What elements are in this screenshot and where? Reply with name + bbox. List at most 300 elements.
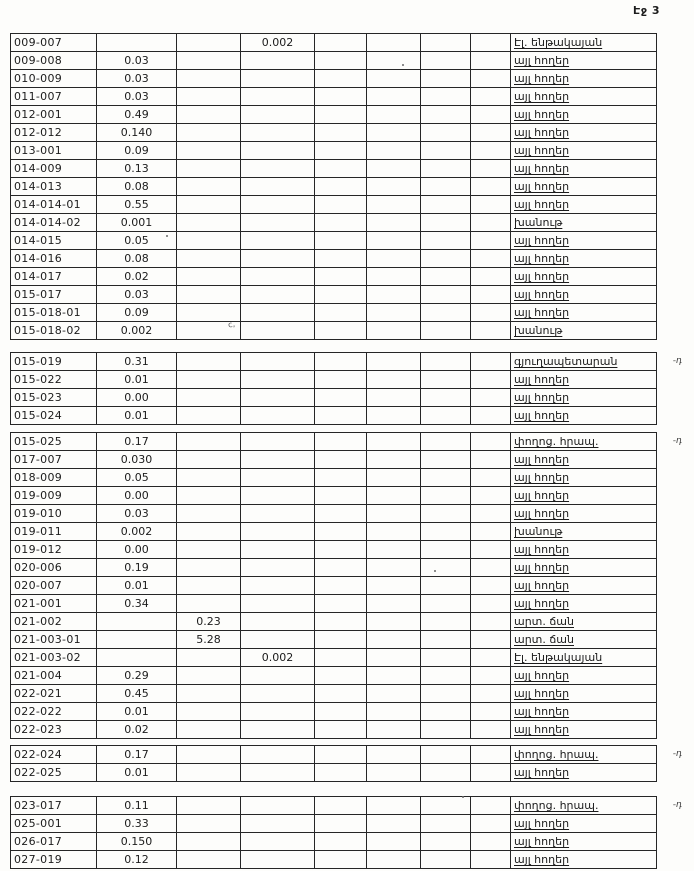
area-value-cell bbox=[421, 106, 471, 124]
area-value-cell bbox=[471, 70, 511, 88]
area-value-cell bbox=[421, 746, 471, 764]
area-value-cell bbox=[97, 34, 177, 52]
area-value-cell bbox=[421, 685, 471, 703]
area-value-cell bbox=[241, 559, 315, 577]
land-use-label: այլ հողեր bbox=[514, 90, 570, 103]
marginal-note: -դ bbox=[672, 356, 682, 366]
area-value-cell bbox=[177, 505, 241, 523]
land-use-cell bbox=[511, 746, 682, 764]
area-value-cell bbox=[421, 371, 471, 389]
area-value-cell bbox=[177, 88, 241, 106]
area-value-cell bbox=[315, 304, 367, 322]
land-use-cell bbox=[511, 232, 657, 250]
land-use-cell bbox=[511, 613, 657, 631]
land-use-label: փողոց. հրապ. bbox=[514, 799, 599, 812]
land-use-cell bbox=[511, 353, 682, 371]
land-use-cell bbox=[511, 34, 657, 52]
area-value-cell bbox=[315, 322, 367, 340]
area-value-cell bbox=[421, 353, 471, 371]
area-value-cell bbox=[421, 451, 471, 469]
land-use-label: այլ հողեր bbox=[514, 373, 570, 386]
area-value-cell bbox=[177, 250, 241, 268]
area-value-cell bbox=[367, 746, 421, 764]
area-value-cell: 0.12 bbox=[97, 851, 177, 869]
land-use-cell bbox=[511, 649, 657, 667]
parcel-code-cell: 014-009 bbox=[11, 160, 97, 178]
table-row bbox=[11, 764, 657, 782]
area-value-cell bbox=[315, 851, 367, 869]
area-value-cell bbox=[367, 124, 421, 142]
area-value-cell bbox=[471, 703, 511, 721]
area-value-cell bbox=[471, 721, 511, 739]
area-value-cell bbox=[471, 304, 511, 322]
area-value-cell bbox=[421, 142, 471, 160]
area-value-cell bbox=[471, 451, 511, 469]
table-row bbox=[11, 451, 657, 469]
parcel-code-cell: 019-010 bbox=[11, 505, 97, 523]
area-value-cell bbox=[367, 106, 421, 124]
land-use-cell bbox=[511, 559, 657, 577]
area-value-cell bbox=[471, 88, 511, 106]
area-value-cell bbox=[177, 487, 241, 505]
area-value-cell bbox=[177, 178, 241, 196]
parcel-code-cell: 014-017 bbox=[11, 268, 97, 286]
table-row bbox=[11, 595, 657, 613]
area-value-cell bbox=[471, 797, 511, 815]
area-value-cell: 0.11 bbox=[97, 797, 177, 815]
area-value-cell: 0.01 bbox=[97, 407, 177, 425]
land-use-label: այլ հողեր bbox=[514, 180, 570, 193]
area-value-cell bbox=[315, 523, 367, 541]
area-value-cell bbox=[471, 160, 511, 178]
area-value-cell bbox=[421, 304, 471, 322]
parcel-code-cell: 015-018-01 bbox=[11, 304, 97, 322]
area-value-cell bbox=[177, 851, 241, 869]
land-use-label: այլ հողեր bbox=[514, 126, 570, 139]
land-use-cell bbox=[511, 797, 682, 815]
area-value-cell bbox=[315, 685, 367, 703]
area-value-cell bbox=[241, 631, 315, 649]
land-use-label: փողոց. հրապ. bbox=[514, 748, 599, 761]
area-value-cell bbox=[421, 487, 471, 505]
area-value-cell bbox=[241, 523, 315, 541]
land-use-cell bbox=[511, 667, 657, 685]
area-value-cell bbox=[315, 721, 367, 739]
scan-artifact bbox=[434, 570, 436, 572]
area-value-cell bbox=[177, 685, 241, 703]
area-value-cell bbox=[471, 649, 511, 667]
area-value-cell: 0.13 bbox=[97, 160, 177, 178]
marginal-note: -դ bbox=[672, 800, 682, 810]
area-value-cell bbox=[97, 649, 177, 667]
area-value-cell bbox=[241, 106, 315, 124]
table-row bbox=[11, 433, 657, 451]
scanned-table-document bbox=[10, 33, 682, 869]
area-value-cell bbox=[315, 815, 367, 833]
land-use-label: այլ հողեր bbox=[514, 391, 570, 404]
area-value-cell: 0.31 bbox=[97, 353, 177, 371]
land-use-cell bbox=[511, 214, 657, 232]
area-value-cell bbox=[421, 613, 471, 631]
table-row bbox=[11, 232, 657, 250]
area-value-cell bbox=[315, 505, 367, 523]
land-use-label: այլ հողեր bbox=[514, 198, 570, 211]
parcel-code-cell: 021-002 bbox=[11, 613, 97, 631]
parcel-code-cell: 015-018-02 bbox=[11, 322, 97, 340]
parcel-code-cell: 010-009 bbox=[11, 70, 97, 88]
land-use-cell bbox=[511, 407, 657, 425]
land-use-cell bbox=[511, 451, 657, 469]
area-value-cell bbox=[315, 746, 367, 764]
area-value-cell bbox=[421, 407, 471, 425]
land-use-cell bbox=[511, 721, 657, 739]
table-row bbox=[11, 703, 657, 721]
area-value-cell bbox=[177, 371, 241, 389]
area-value-cell bbox=[241, 595, 315, 613]
parcel-code-cell: 014-015 bbox=[11, 232, 97, 250]
land-use-cell bbox=[511, 577, 657, 595]
area-value-cell: 0.150 bbox=[97, 833, 177, 851]
table-row bbox=[11, 322, 657, 340]
table-row bbox=[11, 52, 657, 70]
area-value-cell bbox=[421, 797, 471, 815]
land-use-cell bbox=[511, 389, 657, 407]
land-use-label: այլ հողեր bbox=[514, 561, 570, 574]
land-use-cell bbox=[511, 371, 657, 389]
land-use-cell bbox=[511, 322, 657, 340]
group-gap bbox=[10, 340, 670, 352]
area-value-cell bbox=[241, 250, 315, 268]
area-value-cell bbox=[241, 304, 315, 322]
area-value-cell bbox=[315, 142, 367, 160]
table-row bbox=[11, 142, 657, 160]
area-value-cell bbox=[471, 746, 511, 764]
parcel-code-cell: 022-022 bbox=[11, 703, 97, 721]
area-value-cell bbox=[421, 88, 471, 106]
land-use-cell bbox=[511, 52, 657, 70]
land-use-label: այլ հողեր bbox=[514, 471, 570, 484]
table-row bbox=[11, 268, 657, 286]
area-value-cell bbox=[421, 389, 471, 407]
land-use-cell bbox=[511, 487, 657, 505]
group-gap bbox=[10, 782, 670, 796]
land-use-cell bbox=[511, 433, 682, 451]
area-value-cell bbox=[241, 764, 315, 782]
area-value-cell: 0.00 bbox=[97, 389, 177, 407]
data-table-segment bbox=[10, 352, 682, 425]
area-value-cell bbox=[471, 34, 511, 52]
land-use-label: այլ հողեր bbox=[514, 817, 570, 830]
area-value-cell bbox=[367, 268, 421, 286]
area-value-cell bbox=[241, 407, 315, 425]
area-value-cell: 0.08 bbox=[97, 178, 177, 196]
area-value-cell bbox=[367, 451, 421, 469]
land-use-label: գյուղապետարան bbox=[514, 355, 618, 368]
area-value-cell bbox=[421, 764, 471, 782]
land-use-label: այլ հողեր bbox=[514, 579, 570, 592]
area-value-cell bbox=[421, 232, 471, 250]
land-use-cell bbox=[511, 505, 657, 523]
area-value-cell bbox=[315, 232, 367, 250]
area-value-cell bbox=[367, 142, 421, 160]
parcel-code-cell: 021-004 bbox=[11, 667, 97, 685]
area-value-cell bbox=[421, 505, 471, 523]
area-value-cell: 0.002 bbox=[97, 322, 177, 340]
parcel-code-cell: 022-021 bbox=[11, 685, 97, 703]
area-value-cell bbox=[241, 142, 315, 160]
area-value-cell bbox=[471, 851, 511, 869]
area-value-cell: 0.49 bbox=[97, 106, 177, 124]
area-value-cell: 0.55 bbox=[97, 196, 177, 214]
land-use-cell bbox=[511, 70, 657, 88]
land-use-label: խանութ bbox=[514, 525, 563, 538]
area-value-cell bbox=[367, 703, 421, 721]
area-value-cell bbox=[315, 34, 367, 52]
area-value-cell: 0.09 bbox=[97, 142, 177, 160]
land-use-label: փողոց. հրապ. bbox=[514, 435, 599, 448]
area-value-cell bbox=[421, 34, 471, 52]
parcel-code-cell: 021-003-01 bbox=[11, 631, 97, 649]
area-value-cell bbox=[97, 631, 177, 649]
area-value-cell bbox=[367, 286, 421, 304]
area-value-cell bbox=[471, 52, 511, 70]
area-value-cell bbox=[367, 88, 421, 106]
area-value-cell bbox=[241, 196, 315, 214]
land-use-label: այլ հողեր bbox=[514, 853, 570, 866]
area-value-cell bbox=[241, 487, 315, 505]
area-value-cell bbox=[367, 721, 421, 739]
table-row bbox=[11, 613, 657, 631]
land-use-cell bbox=[511, 469, 657, 487]
parcel-code-cell: 018-009 bbox=[11, 469, 97, 487]
area-value-cell bbox=[177, 541, 241, 559]
area-value-cell bbox=[315, 613, 367, 631]
land-use-label: Էլ. ենթակայան bbox=[514, 651, 603, 664]
land-use-label: այլ հողեր bbox=[514, 766, 570, 779]
area-value-cell bbox=[241, 541, 315, 559]
area-value-cell bbox=[421, 433, 471, 451]
area-value-cell bbox=[471, 469, 511, 487]
land-use-label: այլ հողեր bbox=[514, 669, 570, 682]
area-value-cell bbox=[421, 52, 471, 70]
area-value-cell bbox=[177, 667, 241, 685]
area-value-cell: 0.29 bbox=[97, 667, 177, 685]
table-row bbox=[11, 667, 657, 685]
area-value-cell bbox=[315, 160, 367, 178]
area-value-cell: 0.03 bbox=[97, 505, 177, 523]
page-number: Էջ 3 bbox=[633, 4, 660, 17]
area-value-cell bbox=[177, 451, 241, 469]
area-value-cell bbox=[471, 559, 511, 577]
area-value-cell bbox=[367, 232, 421, 250]
area-value-cell: 0.01 bbox=[97, 764, 177, 782]
table-row bbox=[11, 851, 657, 869]
table-row bbox=[11, 746, 657, 764]
area-value-cell bbox=[315, 541, 367, 559]
area-value-cell bbox=[471, 178, 511, 196]
area-value-cell bbox=[471, 764, 511, 782]
parcel-code-cell: 015-024 bbox=[11, 407, 97, 425]
land-use-label: խանութ bbox=[514, 324, 563, 337]
table-row bbox=[11, 124, 657, 142]
area-value-cell bbox=[177, 577, 241, 595]
land-use-label: այլ հողեր bbox=[514, 409, 570, 422]
area-value-cell: 0.00 bbox=[97, 541, 177, 559]
area-value-cell bbox=[367, 649, 421, 667]
area-value-cell bbox=[367, 851, 421, 869]
area-value-cell bbox=[315, 371, 367, 389]
parcel-code-cell: 014-016 bbox=[11, 250, 97, 268]
area-value-cell bbox=[367, 160, 421, 178]
area-value-cell: 0.002 bbox=[241, 34, 315, 52]
area-value-cell bbox=[471, 353, 511, 371]
area-value-cell bbox=[471, 833, 511, 851]
area-value-cell bbox=[177, 721, 241, 739]
area-value-cell bbox=[241, 451, 315, 469]
parcel-code-cell: 019-011 bbox=[11, 523, 97, 541]
area-value-cell bbox=[315, 70, 367, 88]
area-value-cell: 0.05 bbox=[97, 469, 177, 487]
table-row bbox=[11, 70, 657, 88]
parcel-code-cell: 015-017 bbox=[11, 286, 97, 304]
area-value-cell bbox=[367, 353, 421, 371]
area-value-cell: 0.02 bbox=[97, 268, 177, 286]
area-value-cell bbox=[471, 685, 511, 703]
land-use-label: այլ հողեր bbox=[514, 270, 570, 283]
area-value-cell bbox=[421, 833, 471, 851]
area-value-cell bbox=[315, 451, 367, 469]
land-use-label: Էլ. ենթակայան bbox=[514, 36, 603, 49]
area-value-cell bbox=[315, 559, 367, 577]
area-value-cell bbox=[177, 52, 241, 70]
area-value-cell bbox=[367, 523, 421, 541]
area-value-cell bbox=[315, 214, 367, 232]
area-value-cell bbox=[315, 286, 367, 304]
table-row bbox=[11, 815, 657, 833]
area-value-cell bbox=[471, 613, 511, 631]
area-value-cell: 0.02 bbox=[97, 721, 177, 739]
area-value-cell: 0.002 bbox=[241, 649, 315, 667]
area-value-cell: 0.23 bbox=[177, 613, 241, 631]
area-value-cell bbox=[421, 250, 471, 268]
area-value-cell bbox=[241, 88, 315, 106]
area-value-cell: 0.09 bbox=[97, 304, 177, 322]
area-value-cell bbox=[471, 541, 511, 559]
area-value-cell bbox=[421, 577, 471, 595]
area-value-cell: 0.01 bbox=[97, 703, 177, 721]
area-value-cell bbox=[177, 142, 241, 160]
area-value-cell bbox=[177, 232, 241, 250]
area-value-cell bbox=[177, 703, 241, 721]
table-row bbox=[11, 160, 657, 178]
parcel-code-cell: 025-001 bbox=[11, 815, 97, 833]
area-value-cell: 0.03 bbox=[97, 88, 177, 106]
area-value-cell bbox=[421, 815, 471, 833]
land-use-cell bbox=[511, 703, 657, 721]
area-value-cell bbox=[315, 433, 367, 451]
area-value-cell bbox=[421, 595, 471, 613]
land-use-cell bbox=[511, 851, 657, 869]
area-value-cell: 0.33 bbox=[97, 815, 177, 833]
scan-artifact bbox=[462, 796, 464, 798]
area-value-cell bbox=[315, 250, 367, 268]
area-value-cell bbox=[471, 322, 511, 340]
parcel-code-cell: 021-003-02 bbox=[11, 649, 97, 667]
area-value-cell bbox=[367, 505, 421, 523]
area-value-cell bbox=[315, 196, 367, 214]
area-value-cell: 0.34 bbox=[97, 595, 177, 613]
area-value-cell bbox=[421, 214, 471, 232]
land-use-label: այլ հողեր bbox=[514, 687, 570, 700]
data-table-segment bbox=[10, 432, 682, 739]
parcel-code-cell: 021-001 bbox=[11, 595, 97, 613]
area-value-cell bbox=[367, 407, 421, 425]
land-use-cell bbox=[511, 142, 657, 160]
area-value-cell: 0.03 bbox=[97, 52, 177, 70]
table-row bbox=[11, 649, 657, 667]
area-value-cell bbox=[367, 815, 421, 833]
area-value-cell: 0.01 bbox=[97, 577, 177, 595]
area-value-cell: 0.001 bbox=[97, 214, 177, 232]
table-row bbox=[11, 34, 657, 52]
area-value-cell bbox=[241, 214, 315, 232]
area-value-cell bbox=[241, 389, 315, 407]
area-value-cell: 0.03 bbox=[97, 286, 177, 304]
table-row bbox=[11, 407, 657, 425]
table-row bbox=[11, 196, 657, 214]
area-value-cell bbox=[315, 407, 367, 425]
table-row bbox=[11, 106, 657, 124]
area-value-cell bbox=[315, 487, 367, 505]
area-value-cell bbox=[471, 407, 511, 425]
area-value-cell bbox=[177, 70, 241, 88]
parcel-code-cell: 022-024 bbox=[11, 746, 97, 764]
area-value-cell bbox=[367, 541, 421, 559]
parcel-code-cell: 027-019 bbox=[11, 851, 97, 869]
area-value-cell bbox=[367, 178, 421, 196]
area-value-cell bbox=[421, 469, 471, 487]
parcel-code-cell: 015-025 bbox=[11, 433, 97, 451]
parcel-code-cell: 009-008 bbox=[11, 52, 97, 70]
area-value-cell bbox=[367, 34, 421, 52]
table-row bbox=[11, 505, 657, 523]
parcel-code-cell: 017-007 bbox=[11, 451, 97, 469]
area-value-cell bbox=[177, 746, 241, 764]
area-value-cell bbox=[315, 797, 367, 815]
land-use-label: այլ հողեր bbox=[514, 144, 570, 157]
area-value-cell bbox=[367, 196, 421, 214]
area-value-cell bbox=[241, 160, 315, 178]
area-value-cell: 0.01 bbox=[97, 371, 177, 389]
parcel-code-cell: 019-012 bbox=[11, 541, 97, 559]
land-use-label: խանութ bbox=[514, 216, 563, 229]
land-use-cell bbox=[511, 833, 657, 851]
group-gap bbox=[10, 425, 670, 432]
area-value-cell bbox=[367, 469, 421, 487]
area-value-cell bbox=[241, 52, 315, 70]
area-value-cell bbox=[177, 407, 241, 425]
area-value-cell bbox=[241, 286, 315, 304]
area-value-cell bbox=[241, 371, 315, 389]
area-value-cell bbox=[241, 613, 315, 631]
land-use-cell bbox=[511, 160, 657, 178]
land-use-cell bbox=[511, 764, 657, 782]
area-value-cell bbox=[421, 703, 471, 721]
table-row bbox=[11, 304, 657, 322]
area-value-cell: 0.17 bbox=[97, 433, 177, 451]
area-value-cell bbox=[421, 124, 471, 142]
area-value-cell bbox=[367, 52, 421, 70]
